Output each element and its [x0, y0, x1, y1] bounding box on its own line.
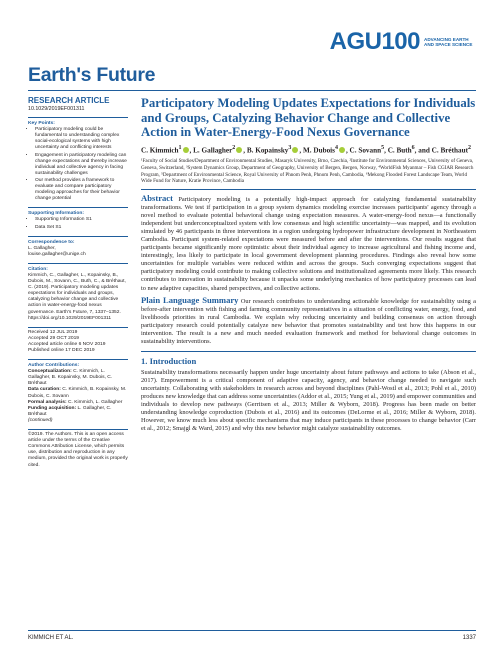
footer-running-head: KIMMICH ET AL.	[28, 635, 74, 641]
article-type: RESEARCH ARTICLE	[28, 96, 110, 105]
contribution-label: Data curation:	[28, 387, 61, 393]
article-sidebar	[28, 96, 128, 469]
contribution-value: C. Kimmich, L. Gallagher	[67, 399, 123, 405]
author-name: M. Dubois	[303, 146, 335, 155]
author-name: C. Bréthaut	[431, 146, 468, 155]
correspondence-name: L. Gallagher,	[28, 245, 56, 251]
key-point-item: • Our method provides a framework to evaluate and compare participatory modeling approaches for their behavior change potential	[35, 178, 128, 202]
page-footer	[28, 630, 476, 641]
article-main	[141, 96, 476, 433]
contribution-value: C. Kimmich, L. Gallagher, B. Kopainsky, M. Dubois, C. Bréthaut	[28, 369, 113, 387]
author-name: C. Buth	[387, 146, 412, 155]
key-points-list	[28, 127, 128, 202]
affiliations: ¹Faculty of Social Studies/Department of Environmental Studies, Masaryk University, Brno, Czechia, ²Institute for Environmental Sciences, University of Geneva, Geneva, Switzerland, ³System Dynamics Group, Department of Geography, University of Bergen, Bergen, Norway, ⁴WorldFish Myanmar – Fish CGIAR Research Program, ⁵Department of Environmental Science, Royal University of Phnom Penh, Phnom Penh, Cambodia, ⁶Mekong Flooded Forest Landscape Team, World Wide Fund for Nature, Kratie Province, Cambodia	[141, 158, 474, 185]
abstract	[141, 194, 476, 293]
author-list: C. Kimmich$^1$ , L. Gallagher$^2$ , B. Kopainsky$^3$ , M. Dubois$^4$ , C. Sovann$^5$, C. Buth$^6$, and C. Bréthaut$^2$	[141, 144, 471, 155]
author-name: C. Sovann	[349, 146, 382, 155]
contribution-value: L. Gallagher, C. Bréthaut	[28, 405, 112, 417]
contribution-row	[28, 406, 128, 418]
author-affiliation-number: 3	[288, 144, 292, 151]
date-received: Received 12 JUL 2019	[28, 329, 78, 335]
author-name: C. Kimmich	[141, 146, 179, 155]
author-affiliation-number: 6	[411, 144, 415, 151]
sidebar-divider	[28, 429, 128, 430]
sidebar-divider	[28, 117, 128, 118]
author-name: B. Kopainsky	[246, 146, 289, 155]
contribution-row	[28, 369, 128, 387]
supporting-info-link[interactable]: • Data Set S1	[35, 225, 128, 231]
contribution-label: Formal analysis:	[28, 399, 67, 405]
key-points-heading: Key Points:	[28, 121, 55, 127]
key-point-item: • Engagement in participatory modeling can change expectations and thereby increase individual and collective agency in facing sustainability challenges	[35, 153, 128, 177]
date-accepted: Accepted 29 OCT 2019	[28, 335, 80, 341]
article-doi[interactable]: 10.1029/2019EF001311	[28, 106, 85, 112]
date-accepted-online: Accepted article online 6 NOV 2019	[28, 341, 106, 347]
sidebar-divider	[28, 327, 128, 328]
author-affiliation-number: 2	[468, 144, 471, 151]
abstract-heading: Abstract	[141, 192, 173, 203]
orcid-icon[interactable]	[236, 147, 242, 153]
plain-language-summary-text: Our research contributes to understanding actionable knowledge for sustainability using a before-after intervention with fishing and farming community representatives in a situation of conflicting water, energy, food, and livelihoods priorities in rural Cambodia. We explain why reducing uncertainty and building consensus on action through participatory research could potentially catalyze new behavior that promotes sustainability and test how this happens in our intervention. The result is a new and much needed evaluation framework and method for behavioral change outcomes in sustainability interventions.	[141, 297, 476, 345]
date-published: Published online 17 DEC 2019	[28, 348, 95, 353]
key-point-item: • Participatory modeling could be fundamental to understanding complex social-ecological systems with high uncertainty and conflicting interests	[35, 127, 128, 151]
agu-logo	[330, 28, 476, 56]
supporting-info-list	[28, 217, 128, 230]
article-title: Participatory Modeling Updates Expectations for Individuals and Groups, Catalyzing Behavior Change and Collective Action in Water-Energy-Food Nexus Governance	[141, 96, 476, 140]
agu-logo-tagline: ADVANCING EARTH AND SPACE SCIENCE	[424, 37, 473, 47]
supporting-info-link[interactable]: • Supporting Information S1	[35, 217, 128, 223]
author-affiliation-number: 5	[381, 144, 385, 151]
contribution-row	[28, 387, 128, 399]
journal-title: Earth's Future	[28, 64, 156, 86]
author-affiliation-number: 2	[232, 144, 236, 151]
section-divider	[141, 351, 476, 352]
contribution-label: Funding acquisition:	[28, 405, 77, 411]
author-affiliation-number: 4	[334, 144, 338, 151]
citation-text: Kimmich, C., Gallagher, L., Kopainsky, B., Dubois, M., Sovann, C., Buth, C., & Bréthaut, C. (2019). Participatory modeling updates expectations for individuals and groups, catalyzing behavior change and collective action in water-energy-food nexus governance. Earth's Future, 7, 1337–1352. https://doi.org/10.1029/2019EF001311	[28, 272, 126, 321]
agu-logo-mark: AGU100	[329, 28, 420, 55]
author-name: L. Gallagher	[193, 146, 233, 155]
orcid-icon[interactable]	[183, 147, 189, 153]
correspondence-heading: Correspondence to:	[28, 239, 75, 245]
sidebar-divider	[28, 236, 128, 237]
plain-language-summary-heading: Plain Language Summary	[141, 294, 239, 305]
introduction-text: Sustainability transformations necessarily happen under huge uncertainty about future pathways and actions to take (Abson et al., 2017). Empowerment is a critical component of adaptive capacity, agency, and behavior change needed to navigate such uncertainty. Collaborating with stakeholders in research across and beyond disciplines (Pahl-Wostl et al., 2013; Pohl et al., 2010) produces new knowledge that can address some uncertainties (Addor et al., 2015; Yung et al., 2019) and empower communities and individuals to develop new pathways (Gerritsen et al., 2013; Miller & Wyborn, 2018). Progress has been made on better understanding knowledge coproduction (Dubois et al., 2016) and its outcomes (DeLorme et al., 2016; Miller & Wyborn, 2018). However, we know much less about specific mechanisms that may induce participants in these processes to change behavior (Carr et al., 2012; Smajgl & Ward, 2015) and why this new behavior might catalyze sustainability outcomes.	[141, 368, 476, 433]
license-notice: ©2019. The Authors. This is an open access article under the terms of the Creative Commons Attribution License, which permits use, distribution and reproduction in any medium, provided the original work is properly cited.	[28, 432, 128, 468]
contribution-label: Conceptualization:	[28, 369, 72, 375]
citation-heading: Citation:	[28, 266, 48, 272]
header-divider	[28, 90, 476, 91]
continued-note: (continued)	[28, 417, 53, 423]
plain-language-summary	[141, 296, 476, 346]
introduction-heading: 1. Introduction	[141, 355, 197, 366]
correspondence-email[interactable]: louise.gallagher@unige.ch	[28, 251, 86, 257]
orcid-icon[interactable]	[292, 147, 298, 153]
sidebar-divider	[28, 263, 128, 264]
author-contributions-heading: Author Contributions:	[28, 363, 80, 369]
sidebar-divider	[28, 207, 128, 208]
sidebar-divider	[28, 359, 128, 360]
abstract-text: Participatory modeling is a potentially high-impact approach for catalyzing fundamental sustainability transformations. We test if participation in a group system dynamics modeling exercise increases participants' agency through a novel method to evaluate potential behavioral change using expectation measures. A water-energy-food nexus—a functionally independent but underconceptualized system with low consensus and high scientific uncertainty—was mapped, and its evolution simulated by 46 participants in three interventions in a region undergoing hydropower infrastructure development in Northeastern Cambodia. Participant system-related expectations were measured before and after the interventions. Our results suggest that participants became significantly more optimistic about their individual agency to increase agricultural and fishing income and, interestingly, less likely to participate in local government development planning procedures. Findings also reveal how some uncertainties for multiple variables were reduced within and across the groups. Such converging expectations suggest that participatory modeling could contribute to making collective solutions and institutionalized agreements more likely. This research contributes to innovation in sustainability because it unpacks some underlying mechanics of how participatory processes can lead to new adaptive capacities, shared perspectives, and collective actions.	[141, 195, 476, 292]
page-number: 1337	[462, 635, 476, 641]
author-affiliation-number: 1	[178, 144, 182, 151]
supporting-info-heading: Supporting Information:	[28, 211, 84, 217]
section-divider	[141, 189, 476, 190]
contribution-value: C. Kimmich, B. Kopainsky, M. Dubois, C. Sovann	[28, 387, 127, 399]
orcid-icon[interactable]	[339, 147, 345, 153]
